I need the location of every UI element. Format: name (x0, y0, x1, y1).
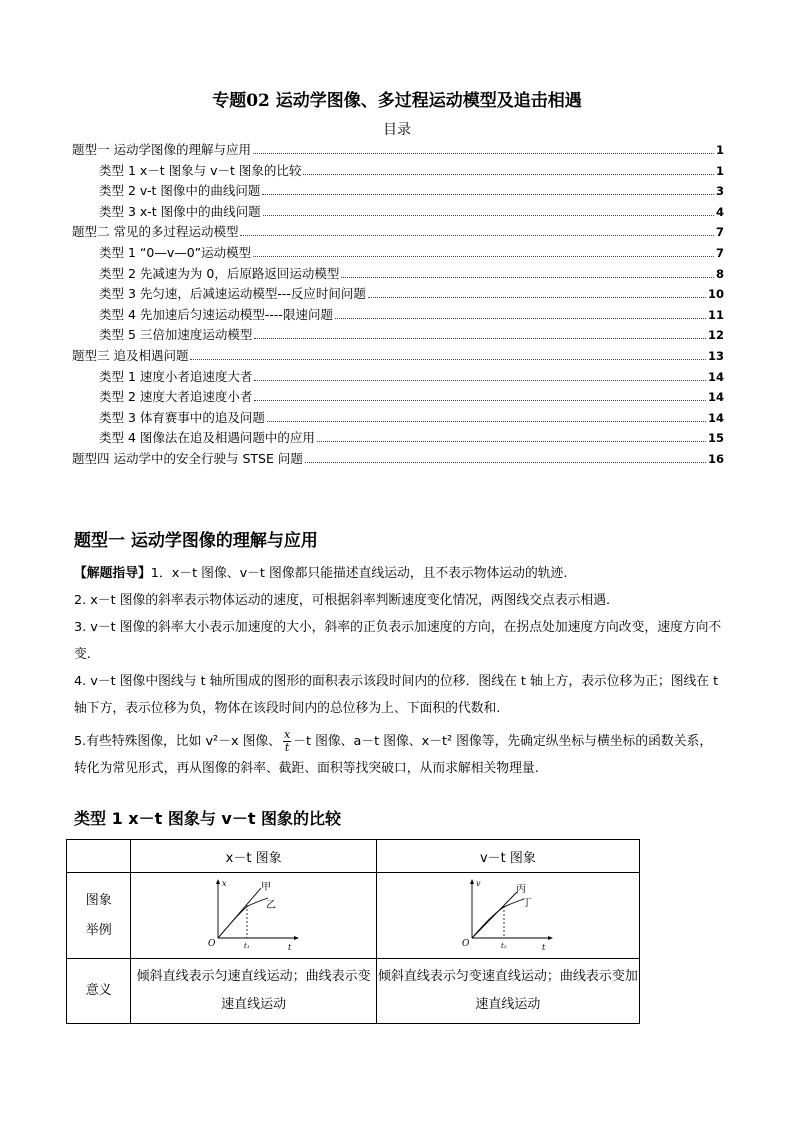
fraction-numerator: x (283, 728, 291, 741)
toc-entry[interactable] (72, 367, 724, 388)
toc-entry-page: 14 (707, 369, 724, 384)
guide-text-5b: －t 图像、a－t 图像、x－t² 图像等，先确定纵坐标与横坐标的函数关系，转化为常见形式，再从图像的斜率、截距、面积等找突破口，从而求解相关物理量. (74, 734, 713, 776)
row-label-example (67, 873, 131, 959)
xt-line-b (218, 898, 268, 938)
xt-y-arrow (216, 879, 220, 884)
row-label-meaning: 意义 (67, 959, 131, 1024)
toc-entry-page: 8 (715, 266, 724, 281)
toc-entry[interactable] (72, 387, 724, 408)
toc-entry-page: 7 (715, 245, 724, 260)
toc-entry-label: 类型 3 先匀速，后减速运动模型---反应时间问题 (99, 286, 366, 302)
guide-paragraph-5 (74, 728, 722, 782)
guide-label: 【解题指导】 (74, 566, 151, 581)
table-header-empty (67, 840, 131, 873)
toc-entry-page: 10 (707, 287, 724, 302)
toc-leader-dots (254, 380, 706, 381)
vt-line-b (472, 899, 524, 938)
toc-leader-dots (254, 338, 706, 339)
xt-x-arrow (294, 936, 299, 940)
guide-text-1: 1．x－t 图像、v－t 图像都只能描述直线运动，且不表示物体运动的轨迹. (150, 566, 568, 581)
toc-entry-label: 类型 4 先加速后匀速运动模型----限速问题 (99, 306, 333, 322)
toc-entry[interactable] (72, 346, 724, 367)
toc-entry-page: 3 (715, 184, 724, 199)
vt-graph (458, 876, 558, 952)
toc-entry-label: 类型 3 体育赛事中的追及问题 (99, 409, 265, 425)
xt-line-a-label: 甲 (260, 881, 271, 893)
toc-entry-label: 类型 1 “0—v—0”运动模型 (99, 244, 252, 260)
toc-leader-dots (368, 297, 706, 298)
toc-leader-dots (303, 174, 714, 175)
section-title: 题型一 运动学图像的理解与应用 (74, 531, 318, 551)
vt-tick-label: t₂ (500, 941, 507, 950)
toc-entry-page: 11 (707, 307, 724, 322)
toc-leader-dots (190, 359, 706, 360)
vt-meaning: 倾斜直线表示匀变速直线运动；曲线表示变加速直线运动 (376, 959, 639, 1024)
guide-paragraph-4: 4. v－t 图像中图线与 t 轴所围成的图形的面积表示该段时间内的位移．图线在 t 轴上方，表示位移为正；图线在 t 轴下方，表示位移为负，物体在该段时间内的总位移为上、下面积的代数和. (74, 674, 719, 716)
toc-entry[interactable] (72, 408, 724, 429)
toc-entry-page: 4 (715, 204, 724, 219)
vt-line-b-label: 丁 (521, 897, 532, 909)
toc-leader-dots (262, 194, 714, 195)
toc-entry-label: 类型 2 v-t 图像中的曲线问题 (99, 183, 261, 199)
toc-entry[interactable] (72, 325, 724, 346)
page-title: 专题02 运动学图像、多过程运动模型及追击相遇 (212, 91, 582, 111)
toc-leader-dots (305, 462, 706, 463)
xt-x-label: t (287, 942, 291, 952)
fraction-denominator: t (284, 741, 290, 754)
xt-origin: O (207, 938, 216, 949)
vt-graph-cell (376, 873, 639, 959)
toc-entry-label: 类型 2 先减速为为 0，后原路返回运动模型 (99, 265, 340, 281)
toc-entry-label: 题型四 运动学中的安全行驶与 STSE 问题 (72, 450, 303, 466)
toc-entry-page: 7 (715, 225, 724, 240)
fraction-x-over-t (283, 729, 291, 754)
vt-y-label: v (475, 878, 481, 888)
vt-line-a (472, 892, 517, 938)
toc-entry-page: 12 (707, 328, 724, 343)
toc-entry-label: 类型 4 图像法在追及相遇问题中的应用 (99, 430, 315, 446)
toc-leader-dots (263, 215, 714, 216)
toc-entry-page: 14 (707, 410, 724, 425)
toc-entry[interactable] (72, 202, 724, 223)
table-of-contents (72, 140, 724, 470)
toc-entry[interactable] (72, 449, 724, 470)
xt-graph-cell (131, 873, 376, 959)
toc-entry-page: 13 (707, 348, 724, 363)
vt-y-arrow (470, 879, 474, 884)
toc-leader-dots (253, 256, 714, 257)
guide-text-5a: 5.有些特殊图像，比如 v²－x 图像、 (74, 734, 281, 749)
guide-paragraph-1 (74, 560, 722, 587)
vt-line-a-label: 丙 (515, 883, 526, 895)
toc-entry-label: 类型 2 速度大者追速度小者 (99, 389, 253, 405)
toc-entry-page: 1 (715, 163, 724, 178)
vt-x-label: t (541, 942, 546, 952)
type1-title: 类型 1 x－t 图象与 v－t 图象的比较 (74, 809, 342, 828)
toc-entry-page: 1 (715, 143, 724, 157)
toc-entry[interactable] (72, 264, 724, 285)
toc-leader-dots (267, 421, 706, 422)
table-header-vt: v－t 图象 (376, 840, 639, 873)
xt-line-b-label: 乙 (265, 899, 276, 911)
vt-x-arrow (548, 936, 553, 940)
toc-leader-dots (317, 441, 706, 442)
toc-entry-label: 类型 1 x－t 图象与 v－t 图象的比较 (99, 162, 302, 178)
toc-entry-label: 类型 5 三倍加速度运动模型 (99, 327, 253, 343)
guide-paragraph-3: 3. v－t 图像的斜率大小表示加速度的大小，斜率的正负表示加速度的方向，在拐点处加速度方向改变，速度方向不变. (74, 620, 722, 662)
vt-origin: O (461, 938, 470, 949)
table-header-xt: x－t 图象 (131, 840, 376, 873)
toc-entry-label: 类型 3 x-t 图像中的曲线问题 (99, 203, 261, 219)
toc-entry[interactable] (72, 161, 724, 182)
toc-entry[interactable] (72, 243, 724, 264)
toc-entry-label: 题型二 常见的多过程运动模型 (72, 224, 239, 240)
row-label-example-text: 图象举例 (85, 892, 112, 938)
toc-entry-page: 15 (707, 431, 724, 446)
toc-heading: 目录 (383, 122, 411, 138)
toc-entry-page: 14 (707, 390, 724, 405)
toc-leader-dots (341, 277, 714, 278)
toc-entry-label: 类型 1 速度小者追速度大者 (99, 368, 253, 384)
toc-entry[interactable] (72, 305, 724, 326)
xt-meaning: 倾斜直线表示匀速直线运动；曲线表示变速直线运动 (131, 959, 376, 1024)
toc-entry[interactable] (72, 181, 724, 202)
xt-y-label: x (221, 878, 227, 888)
toc-entry[interactable] (72, 428, 724, 449)
toc-leader-dots (335, 318, 706, 319)
toc-entry[interactable] (72, 284, 724, 305)
toc-entry-label: 题型三 追及相遇问题 (72, 347, 189, 363)
xt-graph (204, 876, 304, 952)
toc-leader-dots (254, 400, 706, 401)
toc-entry-page: 16 (707, 451, 724, 466)
xt-tick-label: t₁ (243, 941, 250, 950)
toc-leader-dots (240, 235, 714, 236)
toc-entry[interactable] (72, 222, 724, 243)
comparison-table (66, 839, 640, 1024)
guide-paragraph-2: 2. x－t 图像的斜率表示物体运动的速度，可根据斜率判断速度变化情况，两图线交点表示相遇. (74, 593, 611, 608)
toc-entry-label: 题型一 运动学图像的理解与应用 (72, 142, 251, 157)
toc-leader-dots (253, 153, 714, 154)
toc-entry[interactable] (72, 140, 724, 161)
